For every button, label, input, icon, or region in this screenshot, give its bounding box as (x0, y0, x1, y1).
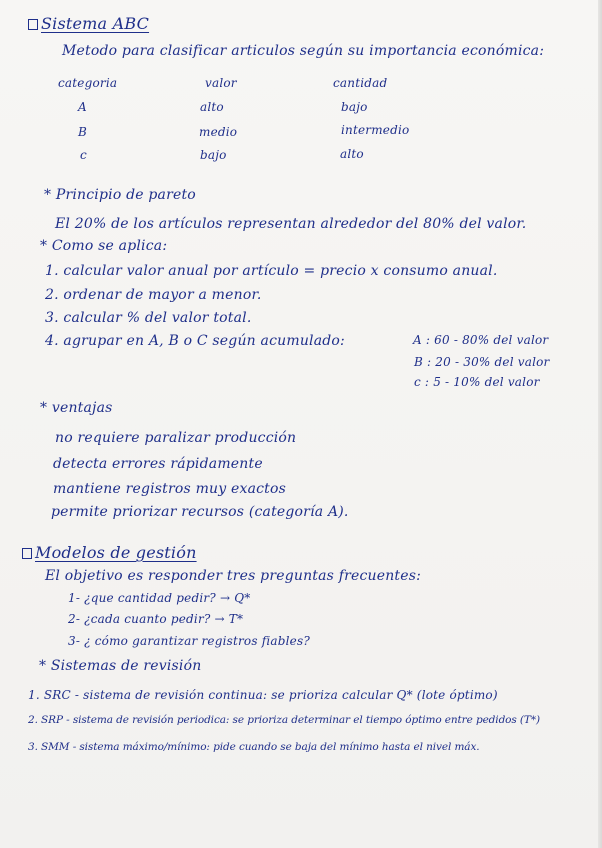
revision-heading: * Sistemas de revisión (39, 658, 202, 674)
row-a-cantidad: bajo (341, 100, 368, 114)
row-b-category: B (78, 125, 88, 139)
row-c-cantidad: alto (340, 147, 364, 161)
pareto-heading: * Principio de pareto (44, 187, 196, 203)
ventaja-4: permite priorizar recursos (categoría A). (51, 504, 349, 520)
step-1: 1. calcular valor anual por artículo = precio x consumo anual. (45, 263, 498, 279)
question-3: 3- ¿ cómo garantizar registros fiables? (68, 634, 310, 648)
page-edge (598, 0, 602, 848)
system-smm: 3. SMM - sistema máximo/mínimo: pide cuando se baja del mínimo hasta el nivel máx. (28, 741, 480, 753)
section-title-modelos: Modelos de gestión (22, 543, 197, 562)
step-4: 4. agrupar en A, B o C según acumulado: (45, 333, 345, 349)
como-heading: * Como se aplica: (40, 238, 168, 254)
section-title-abc: Sistema ABC (28, 14, 149, 33)
checkbox-icon (28, 19, 38, 30)
intro-text: Metodo para clasificar articulos según su importancia económica: (62, 43, 545, 59)
row-b-valor: medio (199, 125, 238, 139)
system-src: 1. SRC - sistema de revisión continua: se prioriza calcular Q* (lote óptimo) (28, 688, 498, 702)
ventajas-heading: * ventajas (40, 400, 113, 416)
row-a-category: A (78, 100, 87, 114)
ventaja-1: no requiere paralizar producción (55, 430, 297, 446)
group-c: c : 5 - 10% del valor (414, 375, 540, 389)
pareto-text: El 20% de los artículos representan alrededor del 80% del valor. (55, 216, 527, 232)
row-a-valor: alto (200, 100, 224, 114)
header-cantidad: cantidad (333, 76, 388, 90)
question-1: 1- ¿que cantidad pedir? → Q* (68, 591, 251, 605)
ventaja-3: mantiene registros muy exactos (53, 481, 287, 497)
group-a: A : 60 - 80% del valor (413, 333, 549, 347)
question-2: 2- ¿cada cuanto pedir? → T* (68, 612, 244, 626)
objective-text: El objetivo es responder tres preguntas frecuentes: (45, 568, 422, 584)
row-c-valor: bajo (200, 148, 227, 162)
system-srp: 2. SRP - sistema de revisión periodica: se prioriza determinar el tiempo óptimo entre pedidos (T*) (28, 714, 540, 726)
step-2: 2. ordenar de mayor a menor. (45, 287, 262, 303)
checkbox-icon (22, 548, 32, 559)
group-b: B : 20 - 30% del valor (414, 355, 550, 369)
step-3: 3. calcular % del valor total. (45, 310, 252, 326)
row-c-category: c (80, 148, 87, 162)
row-b-cantidad: intermedio (341, 123, 410, 137)
ventaja-2: detecta errores rápidamente (53, 456, 263, 472)
header-valor: valor (205, 76, 237, 90)
header-categoria: categoria (58, 76, 118, 90)
